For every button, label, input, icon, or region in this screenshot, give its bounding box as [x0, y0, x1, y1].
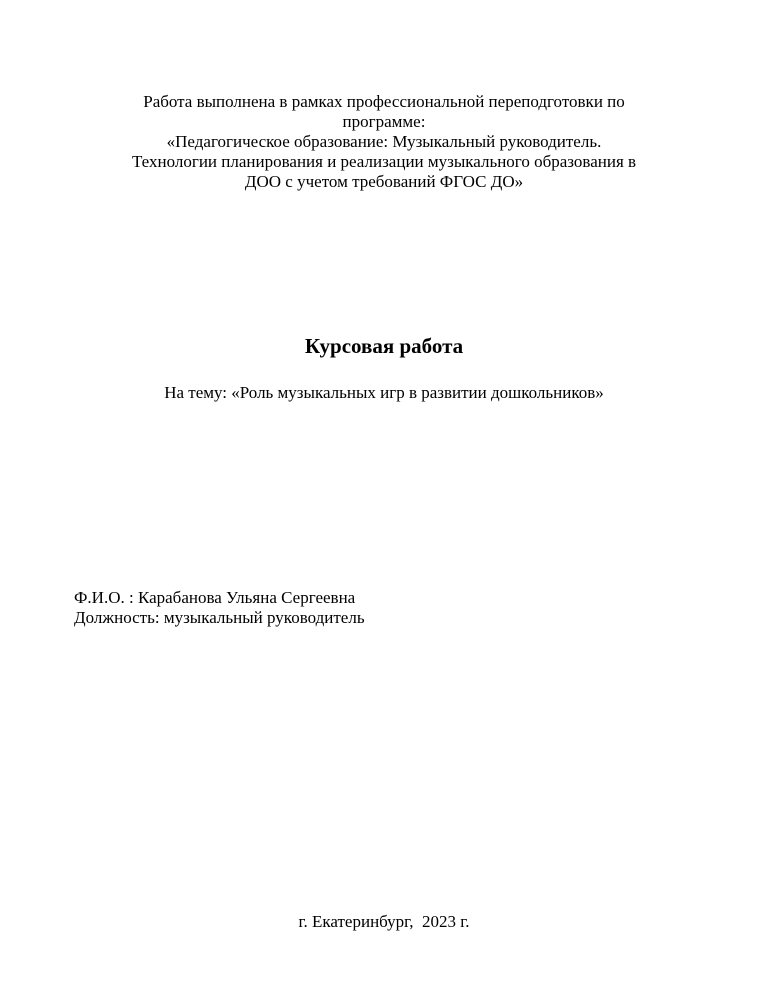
- program-description-line: Работа выполнена в рамках профессиональной переподготовки по: [143, 92, 625, 111]
- program-description-line: ДОО с учетом требований ФГОС ДО»: [244, 172, 524, 191]
- program-description-line: «Педагогическое образование: Музыкальный руководитель.: [166, 132, 602, 151]
- author-name: Ф.И.О. : Карабанова Ульяна Сергеевна: [74, 588, 356, 607]
- program-description: [70, 92, 698, 192]
- document-title: Курсовая работа: [304, 334, 464, 358]
- document-topic: На тему: «Роль музыкальных игр в развитии дошкольников»: [164, 383, 604, 402]
- author-position: Должность: музыкальный руководитель: [74, 608, 365, 627]
- program-description-line: Технологии планирования и реализации музыкального образования в: [131, 152, 637, 171]
- city-year: г. Екатеринбург, 2023 г.: [298, 912, 470, 931]
- program-description-line: программе:: [342, 112, 426, 131]
- author-info: [74, 588, 365, 628]
